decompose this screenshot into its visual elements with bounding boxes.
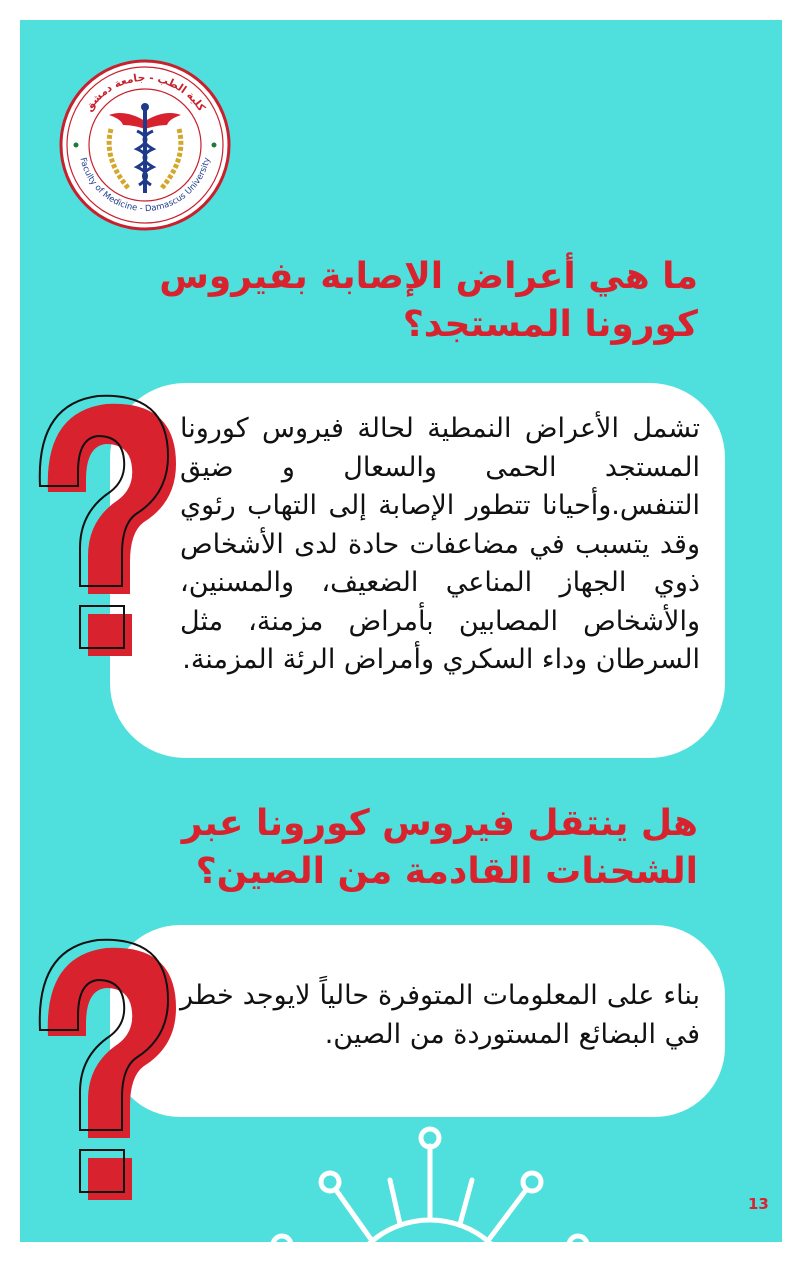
question-heading-1: ما هي أعراض الإصابة بفيروس كورونا المستجد؟	[159, 256, 698, 345]
logo-english-text: Faculty of Medicine - Damascus University	[77, 156, 213, 215]
page-number: 13	[748, 1195, 769, 1213]
answer-bubble-2	[110, 925, 725, 1117]
virus-icon	[250, 1120, 610, 1242]
answer-text-2: بناء على المعلومات المتوفرة حالياً لايوجد خطر في البضائع المستوردة من الصين.	[180, 980, 700, 1050]
answer-text-1: تشمل الأعراض النمطية لحالة فيروس كورونا المستجد الحمى والسعال و ضيق التنفس.وأحيانا تتطور الإصابة إلى التهاب رئوي وقد يتسبب في مضاعفات حادة لدى الأشخاص ذوي الجهاز المناعي الضعيف، والمسنين، والأشخاص المصابين بأمراض مزمنة، مثل السرطان وداء السكري وأمراض الرئة المزمنة.	[180, 413, 700, 675]
answer-bubble-1	[110, 383, 725, 758]
question-heading-2: هل ينتقل فيروس كورونا عبر الشحنات القادمة من الصين؟	[181, 803, 698, 892]
faculty-logo	[59, 59, 231, 231]
question-mark-icon	[26, 926, 186, 1206]
question-mark-icon	[26, 382, 186, 662]
page-panel	[20, 20, 782, 1242]
logo-arabic-text: كلية الطب - جامعة دمشق	[82, 71, 208, 114]
